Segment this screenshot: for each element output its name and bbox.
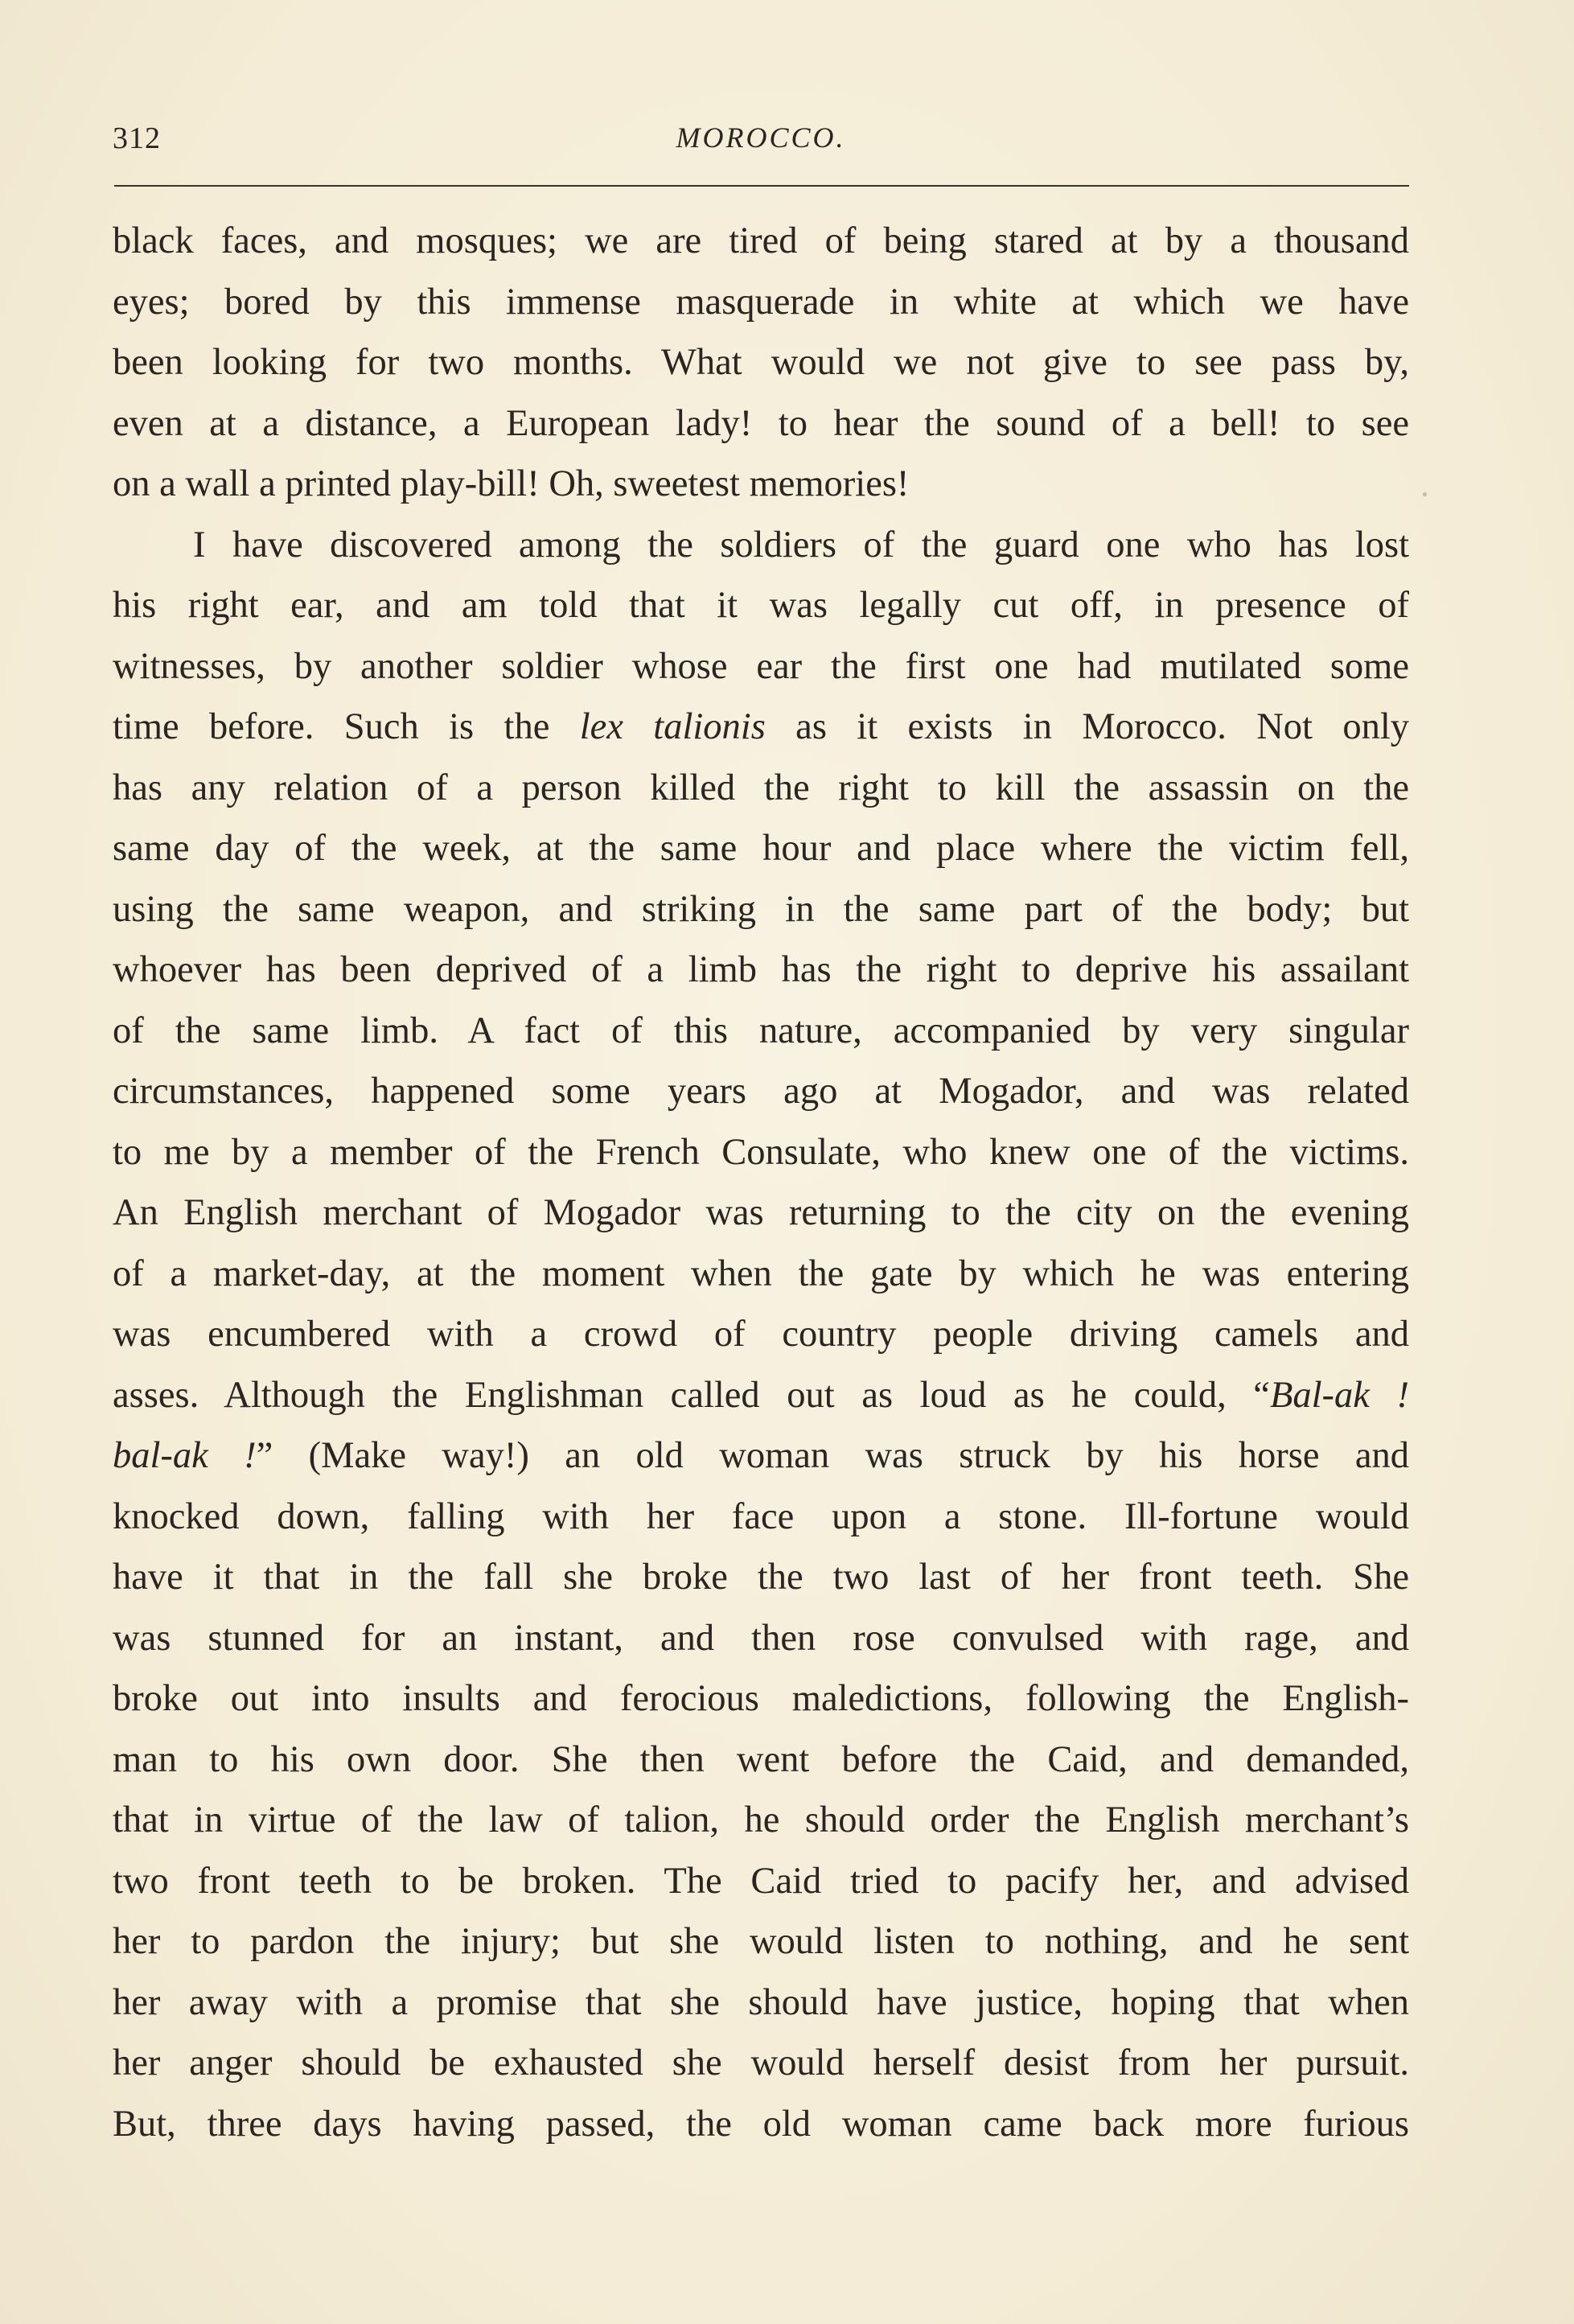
header-rule [114,185,1409,187]
text-line: her anger should be exhausted she would herself desist from her pursuit. [113,2042,1409,2083]
text-line: whoever has been deprived of a limb has the right to deprive his assailant [113,949,1409,990]
text-line: has any relation of a person killed the right to kill the assassin on the [113,767,1409,808]
text-line: her away with a promise that she should have justice, hoping that when [113,1981,1409,2023]
text-line: man to his own door. She then went before the Caid, and demanded, [113,1738,1409,1780]
text-line [113,1365,1409,1426]
running-head: MOROCCO. [676,121,846,154]
text-line [113,1425,1409,1487]
text-run: ” (Make way!) an old woman was struck by his horse and [256,1435,1409,1476]
text-line: using the same weapon, and striking in the same part of the body; but [113,888,1409,930]
page-header [113,121,1409,169]
paper-speck [1423,492,1427,496]
text-line: eyes; bored by this immense masquerade in white at which we have [113,281,1409,323]
text-run: time before. Such is the [113,706,580,747]
italic-term: lex talionis [579,706,766,747]
text-run: as it exists in Morocco. Not only [765,706,1409,747]
text-line: that in virtue of the law of talion, he should order the English merchant’s [113,1800,1409,1841]
text-line: of a market-day, at the moment when the gate by which he was entering [113,1252,1409,1294]
italic-phrase: Bal-ak ! [1269,1374,1409,1416]
italic-phrase: bal-ak ! [113,1435,257,1476]
text-line: two front teeth to be broken. The Caid tried to pacify her, and advised [113,1860,1409,1902]
text-line: circumstances, happened some years ago at Mogador, and was related [113,1071,1409,1112]
text-line: even at a distance, a European lady! to hear the sound of a bell! to see [113,402,1409,444]
text-line: same day of the week, at the same hour and place where the victim fell, [113,828,1409,869]
text-line: was stunned for an instant, and then rose convulsed with rage, and [113,1617,1409,1659]
text-line: knocked down, falling with her face upon a stone. Ill-fortune would [113,1495,1409,1537]
text-line: broke out into insults and ferocious maledictions, following the English- [113,1678,1409,1719]
text-line: to me by a member of the French Consulate, who knew one of the victims. [113,1131,1409,1173]
text-line: been looking for two months. What would we not give to see pass by, [113,342,1409,383]
body-text [113,211,1409,2154]
text-line: of the same limb. A fact of this nature, accompanied by very singular [113,1010,1409,1051]
text-run: asses. Although the Englishman called out as loud as he could, “ [113,1374,1270,1416]
text-line: witnesses, by another soldier whose ear the first one had mutilated some [113,645,1409,687]
paragraph-end-line: on a wall a printed play-bill! Oh, sweetest memories! [113,463,910,504]
text-line: black faces, and mosques; we are tired of being stared at by a thousand [113,220,1409,261]
text-line: her to pardon the injury; but she would listen to nothing, and he sent [113,1921,1409,1962]
text-line: An English merchant of Mogador was returning to the city on the evening [113,1192,1409,1233]
text-line [113,697,1409,758]
text-line: But, three days having passed, the old woman came back more furious [113,2103,1409,2145]
paragraph-start-line: I have discovered among the soldiers of the guard one who has lost [193,524,1409,566]
page-number: 312 [113,121,161,155]
text-line: was encumbered with a crowd of country people driving camels and [113,1314,1409,1355]
text-line: have it that in the fall she broke the two last of her front teeth. She [113,1557,1409,1598]
text-line: his right ear, and am told that it was legally cut off, in presence of [113,585,1409,626]
